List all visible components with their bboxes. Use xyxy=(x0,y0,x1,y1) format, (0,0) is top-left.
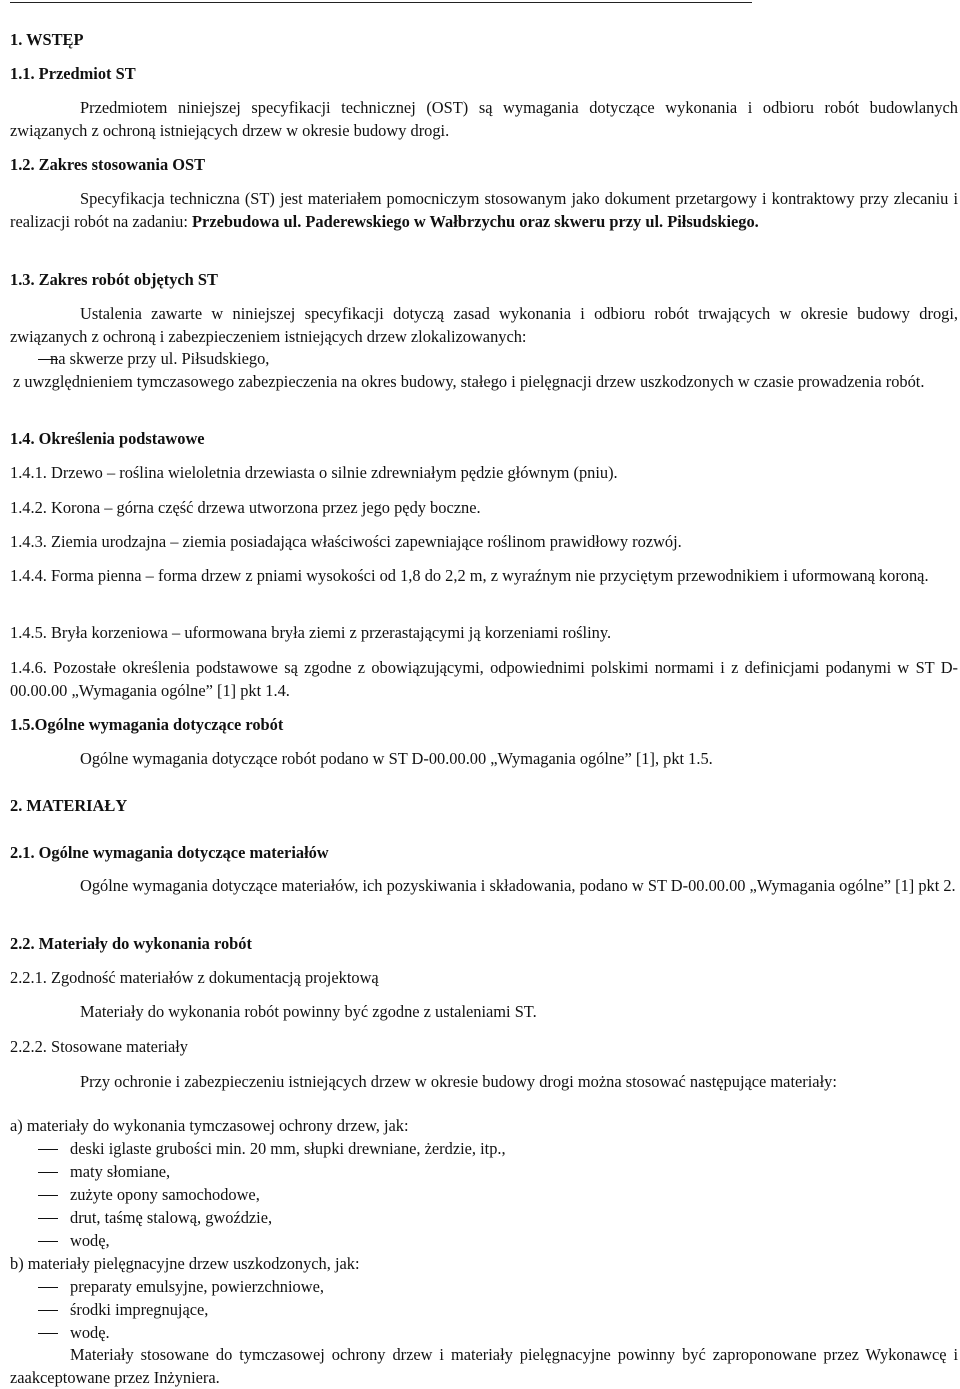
list-a-item: zużyte opony samochodowe, xyxy=(70,1185,260,1204)
section-1-5-text: Ogólne wymagania dotyczące robót podano w ST D-00.00.00 „Wymagania ogólne” [1], pkt 1.5. xyxy=(80,749,713,768)
section-1-2-heading: 1.2. Zakres stosowania OST xyxy=(10,155,206,174)
definition-1-4-1: 1.4.1. Drzewo – roślina wieloletnia drzewiasta o silnie zdrewniałym pędzie głównym (pniu). xyxy=(10,463,618,482)
section-1-1-text: Przedmiotem niniejszej specyfikacji technicznej (OST) są wymagania dotyczące wykonania i odbioru robót budowlanych związanych z ochroną istniejących drzew w okresie budowy drogi. xyxy=(10,98,958,140)
dash-marker xyxy=(38,1172,58,1173)
section-1-3-continuation: z uwzględnieniem tymczasowego zabezpieczenia na okres budowy, stałego i pielęgnacji drzew uszkodzonych w czasie prowadzenia robót. xyxy=(13,372,925,391)
dash-marker xyxy=(38,1287,58,1288)
section-2-2-2-heading: 2.2.2. Stosowane materiały xyxy=(10,1037,188,1056)
section-1-4-heading: 1.4. Określenia podstawowe xyxy=(10,429,205,448)
list-a-item: maty słomiane, xyxy=(70,1162,171,1181)
dash-marker xyxy=(38,1333,58,1334)
section-1-1-heading: 1.1. Przedmiot ST xyxy=(10,64,136,83)
dash-marker xyxy=(38,1218,58,1219)
definition-1-4-2: 1.4.2. Korona – górna część drzewa utworzona przez jego pędy boczne. xyxy=(10,498,481,517)
section-2-1-heading: 2.1. Ogólne wymagania dotyczące materiałów xyxy=(10,843,329,862)
header-rule xyxy=(10,2,752,3)
section-1-2-text-plain: Specyfikacja techniczna (ST) jest materiałem pomocniczym stosowanym jako dokument przetargowy i kontraktowy przy zlecaniu i realizacji robót na zadaniu: xyxy=(10,189,958,231)
section-1-3-list-item: na skwerze przy ul. Piłsudskiego, xyxy=(50,349,270,368)
definition-1-4-5: 1.4.5. Bryła korzeniowa – uformowana bryła ziemi z przerastającymi ją korzeniami rośliny. xyxy=(10,623,612,642)
list-b-item: preparaty emulsyjne, powierzchniowe, xyxy=(70,1277,324,1296)
list-a-heading: a) materiały do wykonania tymczasowej ochrony drzew, jak: xyxy=(10,1116,409,1135)
project-name: Przebudowa ul. Paderewskiego w Wałbrzychu oraz skweru przy ul. Piłsudskiego. xyxy=(192,212,759,231)
list-b-heading: b) materiały pielęgnacyjne drzew uszkodzonych, jak: xyxy=(10,1254,360,1273)
dash-marker xyxy=(38,1241,58,1242)
dash-marker xyxy=(38,1310,58,1311)
final-paragraph: Materiały stosowane do tymczasowej ochrony drzew i materiały pielęgnacyjne powinny być zaproponowane przez Wykonawcę i zaakceptowane przez Inżyniera. xyxy=(10,1345,958,1387)
section-1-3-heading: 1.3. Zakres robót objętych ST xyxy=(10,270,218,289)
section-2-2-heading: 2.2. Materiały do wykonania robót xyxy=(10,934,252,953)
list-b-item: wodę. xyxy=(70,1323,110,1342)
definition-1-4-6: 1.4.6. Pozostałe określenia podstawowe są zgodne z obowiązującymi, odpowiednimi polskimi normami i z definicjami podanymi w ST D-00.00.00 „Wymagania ogólne” [1] pkt 1.4. xyxy=(10,658,958,700)
section-2-2-1-text: Materiały do wykonania robót powinny być zgodne z ustaleniami ST. xyxy=(80,1002,537,1021)
definition-1-4-3: 1.4.3. Ziemia urodzajna – ziemia posiadająca właściwości zapewniające roślinom prawidłowy rozwój. xyxy=(10,532,682,551)
list-a-item: drut, taśmę stalową, gwoździe, xyxy=(70,1208,273,1227)
dash-marker xyxy=(38,1195,58,1196)
list-a-item: deski iglaste grubości min. 20 mm, słupki drewniane, żerdzie, itp., xyxy=(70,1139,506,1158)
section-1-2-text xyxy=(10,187,958,233)
list-a-item: wodę, xyxy=(70,1231,110,1250)
section-2-1-text: Ogólne wymagania dotyczące materiałów, ich pozyskiwania i składowania, podano w ST D-00.00.00 „Wymagania ogólne” [1] pkt 2. xyxy=(80,876,956,895)
section-1-5-heading: 1.5.Ogólne wymagania dotyczące robót xyxy=(10,715,284,734)
section-1-3-text: Ustalenia zawarte w niniejszej specyfikacji dotyczą zasad wykonania i odbioru robót trwających w okresie budowy drogi, związanych z ochroną i zabezpieczeniem istniejących drzew zlokalizowanych: xyxy=(10,304,958,346)
list-b-item: środki impregnujące, xyxy=(70,1300,209,1319)
definition-1-4-4: 1.4.4. Forma pienna – forma drzew z pniami wysokości od 1,8 do 2,2 m, z wyraźnym nie przyciętym przewodnikiem i uformowaną koroną. xyxy=(10,566,929,585)
section-2-2-2-text: Przy ochronie i zabezpieczeniu istniejących drzew w okresie budowy drogi można stosować następujące materiały: xyxy=(80,1072,837,1091)
section-2-heading: 2. MATERIAŁY xyxy=(10,796,128,815)
dash-marker xyxy=(38,1149,58,1150)
section-2-2-1-heading: 2.2.1. Zgodność materiałów z dokumentacją projektową xyxy=(10,968,379,987)
section-1-heading: 1. WSTĘP xyxy=(10,30,84,49)
